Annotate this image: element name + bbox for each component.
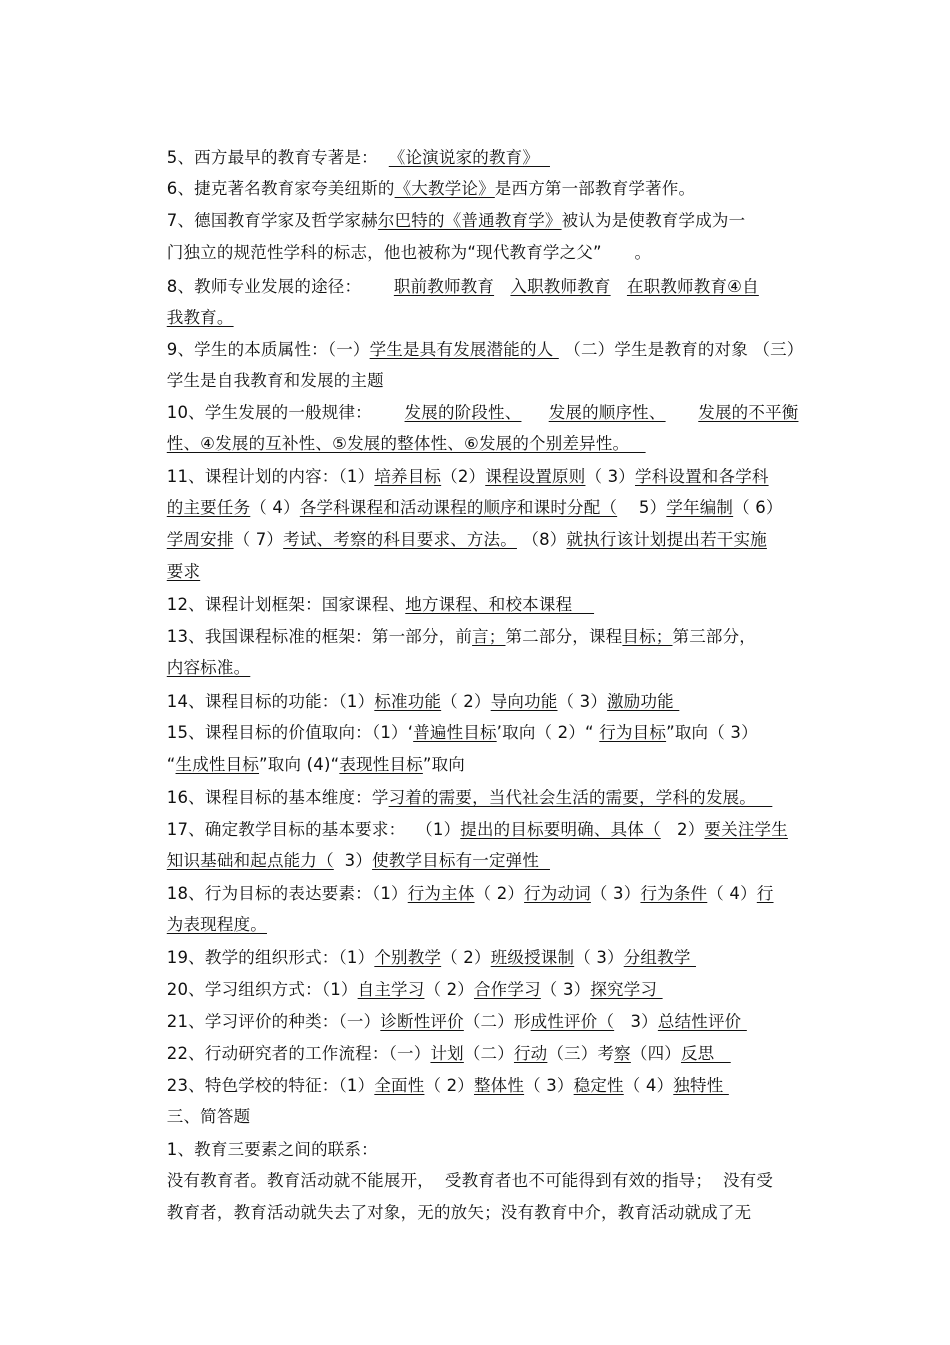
item-20: 20、学习组织方式：（1）自主学习（ 2）合作学习（ 3）探究学习 xyxy=(166,980,663,999)
item-7-line2: 门独立的规范性学科的标志，他也被称为“现代教育学之父” 。 xyxy=(166,243,652,262)
item-9-line2: 学生是自我教育和发展的主题 xyxy=(166,371,384,390)
item-18-line1: 18、行为目标的表达要素：（1）行为主体（ 2）行为动词（ 3）行为条件（ 4）行 xyxy=(166,884,774,903)
item-11-line2: 的主要任务（ 4）各学科课程和活动课程的顺序和课时分配（ 5）学年编制（ 6） xyxy=(166,498,783,517)
item-7-line1: 7、德国教育学家及哲学家赫尔巴特的《普通教育学》被认为是使教育学成为一 xyxy=(166,211,746,230)
item-11-line4: 要求 xyxy=(166,562,201,581)
item-11-line1: 11、课程计划的内容：（1）培养目标（2）课程设置原则（ 3）学科设置和各学科 xyxy=(166,467,769,486)
item-17-line1: 17、确定教学目标的基本要求： （1）提出的目标要明确、具体（ 2）要关注学生 xyxy=(166,820,788,839)
item-8-line2: 我教育。 xyxy=(166,308,234,327)
item-5: 5、西方最早的教育专著是： 《论演说家的教育》 xyxy=(166,148,550,167)
item-19: 19、教学的组织形式：（1）个别教学（ 2）班级授课制（ 3）分组教学 xyxy=(166,948,696,967)
answer-line1: 没有教育者。教育活动就不能展开， 受教育者也不可能得到有效的指导； 没有受 xyxy=(166,1171,774,1190)
item-15-line2: “生成性目标”取向 (4)“表现性目标”取向 xyxy=(166,755,466,774)
item-15-line1: 15、课程目标的价值取向：（1）‘普遍性目标’取向（ 2）“ 行为目标”取向（ 3） xyxy=(166,723,758,742)
item-6: 6、捷克著名教育家夸美纽斯的《大教学论》是西方第一部教育学著作。 xyxy=(166,179,696,198)
item-10-line1: 10、学生发展的一般规律： 发展的阶段性、 发展的顺序性、 发展的不平衡 xyxy=(166,403,799,422)
item-11-line3: 学周安排（ 7）考试、考察的科目要求、方法。 （8）就执行该计划提出若干实施 xyxy=(166,530,767,549)
item-18-line2: 为表现程度。 xyxy=(166,915,267,934)
section-heading: 三、简答题 xyxy=(166,1107,251,1126)
item-8-line1: 8、教师专业发展的途径： 职前教师教育 入职教师教育 在职教师教育④自 xyxy=(166,277,759,296)
item-21: 21、学习评价的种类：（一）诊断性评价（二）形成性评价（ 3）总结性评价 xyxy=(166,1012,747,1031)
item-22: 22、行动研究者的工作流程：（一）计划（二）行动（三）考察（四）反思 xyxy=(166,1044,731,1063)
item-13-line2: 内容标准。 xyxy=(166,658,251,677)
item-17-line2: 知识基础和起点能力（ 3）使教学目标有一定弹性 xyxy=(166,851,550,870)
item-13-line1: 13、我国课程标准的框架：第一部分，前言；第二部分，课程目标；第三部分， xyxy=(166,627,756,646)
answer-line2: 教育者，教育活动就失去了对象，无的放矢；没有教育中介，教育活动就成了无 xyxy=(166,1203,752,1222)
item-14: 14、课程目标的功能：（1）标准功能（ 2）导向功能（ 3）激励功能 xyxy=(166,692,680,711)
item-12: 12、课程计划框架：国家课程、地方课程、和校本课程 xyxy=(166,595,595,614)
item-16: 16、课程目标的基本维度：学习着的需要，当代社会生活的需要，学科的发展。 xyxy=(166,788,773,807)
question-1-title: 1、教育三要素之间的联系： xyxy=(166,1140,378,1159)
item-9-line1: 9、学生的本质属性：（一）学生是具有发展潜能的人 （二）学生是教育的对象 （三） xyxy=(166,340,804,359)
item-23: 23、特色学校的特征：（1）全面性（ 2）整体性（ 3）稳定性（ 4）独特性 xyxy=(166,1076,729,1095)
item-10-line2: 性、④发展的互补性、⑤发展的整体性、⑥发展的个别差异性。 xyxy=(166,434,646,453)
